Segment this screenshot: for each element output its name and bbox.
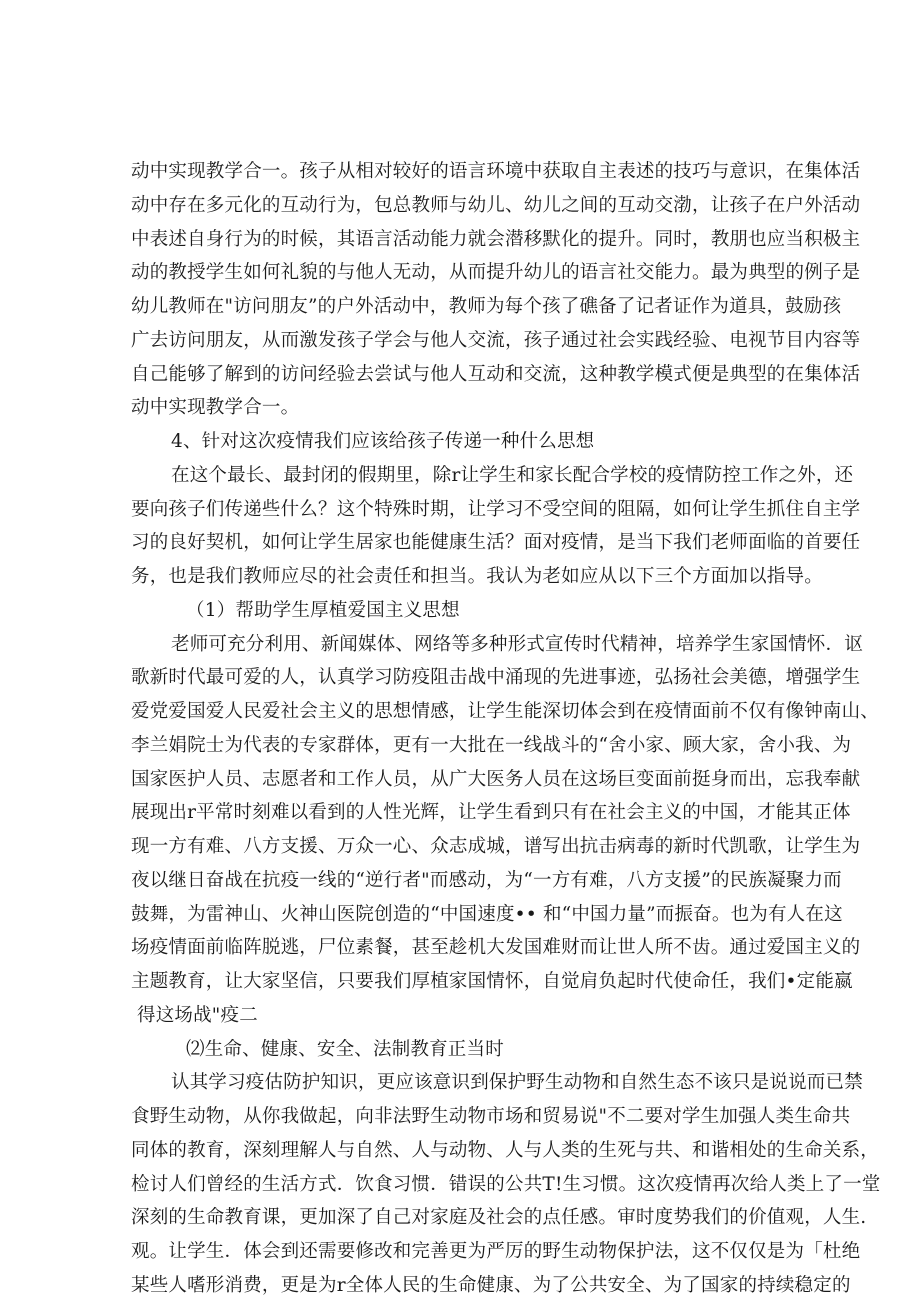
paragraph-line: 夜以继日奋战在抗疫一线的“逆行者"而感动，为“一方有难，八方支援”的民族凝聚力而 — [131, 870, 842, 891]
paragraph-line: 同体的教育，深刻理解人与自然、人与动物、人与人类的生死与共、和谐相处的生命关系， — [131, 1140, 880, 1161]
subsection-heading: ⑵生命、健康、安全、法制教育正当时 — [186, 1039, 504, 1060]
paragraph-line: 动的教授学生如何礼貌的与他人无动，从而提升幼儿的语言社交能力。最为典型的例子是 — [131, 262, 861, 283]
paragraph-line: 场疫情面前临阵脱逃，尸位素餐，甚至趁机大发国难财而让世人所不齿。通过爱国主义的 — [131, 937, 861, 958]
paragraph-line: 深刻的生命教育课，更加深了自己对家庭及社会的点任感。审时度势我们的价值观，人生. — [131, 1207, 867, 1228]
paragraph-line: 得这场战"疫二 — [137, 1005, 258, 1026]
paragraph-line: 务，也是我们教师应尽的社会责任和担当。我认为老如应从以下三个方面加以指导。 — [131, 566, 823, 587]
paragraph-line: 中表述自身行为的时候，其语言活动能力就会潜移默化的提升。同时，教朋也应当积极主 — [131, 229, 861, 250]
paragraph-line: 认其学习疫估防护知识，更应该意识到保护野生动物和自然生态不该只是说说而已禁 — [171, 1072, 863, 1093]
paragraph-line: 现一方有难、八方支援、万众一心、众志成城，谱写出抗击病毒的新时代凯歌，让学生为 — [131, 836, 861, 857]
paragraph-line: 在这个最长、最封闭的假期里，除r让学生和家长配合学校的疫情防控工作之外，还 — [171, 465, 854, 486]
paragraph-line: 展现出r平常时刻难以看到的人性光辉，让学生看到只有在社会主义的中国，才能其正体 — [131, 802, 851, 823]
paragraph-line: 国家医护人员、志愿者和工作人员，从广大医务人员在这场巨变面前挺身而出，忘我奉献 — [131, 769, 861, 790]
paragraph-line: 老师可充分利用、新闻媒体、网络等多种形式宣传时代精神，培养学生家国情怀．讴 — [171, 634, 863, 655]
paragraph-line: 动中实现教学合一。 — [131, 397, 300, 418]
paragraph-line: 李兰娟院士为代表的专家群体，更有一大批在一线战斗的“舍小家、顾大家，舍小我、为 — [131, 735, 852, 756]
paragraph-line: 要向孩子们传递些什么？这个特殊时期，让学习不受空间的阻隔，如何让学生抓住自主学 — [131, 499, 861, 520]
paragraph-line: 食野生动物，从你我做起，向非法野生动物市场和贸易说"不二要对学生加强人类生命共 — [131, 1106, 851, 1127]
paragraph-line: 习的良好契机，如何让学生居家也能健康生活？面对疫情，是当下我们老师面临的首要任 — [131, 532, 861, 553]
paragraph-line: 某些人嗜形消费，更是为r全体人民的生命健康、为了公共安全、为了国家的持续稳定的 — [131, 1275, 851, 1296]
paragraph-line: 歌新时代最可爱的人，认真学习防疫阻击战中涌现的先进事迹，弘扬社会美德，增强学生 — [131, 667, 861, 688]
paragraph-line: 主题教育，让大家坚信，只要我们厚植家国情怀，自觉肩负起时代使命任，我们•定能嬴 — [131, 971, 853, 992]
paragraph-line: 检讨人们曾经的生活方式．饮食习惯．错误的公共T!生习惯。这次疫情再次给人类上了一堂 — [131, 1174, 881, 1195]
paragraph-line: 动中存在多元化的互动行为，包总教师与幼儿、幼儿之间的互动交渤，让孩子在户外活动 — [131, 195, 861, 216]
paragraph-line: 自己能够了解到的访问经验去尝试与他人互动和交流，这种教学模式便是典型的在集体活 — [131, 364, 861, 385]
paragraph-line: 幼儿教师在"访问朋友”的户外活动中，教师为每个孩了礁备了记者证作为道具，鼓励孩 — [131, 296, 842, 317]
subsection-heading: （1）帮助学生厚植爱国主义思想 — [186, 600, 460, 621]
paragraph-line: 爱党爱国爱人民爱社会主义的思想情感，让学生能深切体会到在疫情面前不仅有像钟南山、 — [131, 701, 880, 722]
paragraph-line: 动中实现教学合一。孩子从相对较好的语言环境中获取自主表述的技巧与意识，在集体活 — [131, 161, 861, 182]
paragraph-line: 观。让学生．体会到还需要修改和完善更为严厉的野生动物保护法，这不仅仅是为「杜绝 — [131, 1241, 861, 1262]
paragraph-line: 广去访问朋友，从而激发孩子学会与他人交流，孩子通过社会实践经验、电视节目内容等 — [131, 330, 861, 351]
paragraph-line: 鼓舞，为雷神山、火神山医院创造的“中国速度•• 和“中国力量”而振奋。也为有人在这 — [131, 904, 843, 925]
section-heading: 4、针对这次疫情我们应该给孩子传递一种什么思想 — [171, 431, 595, 452]
